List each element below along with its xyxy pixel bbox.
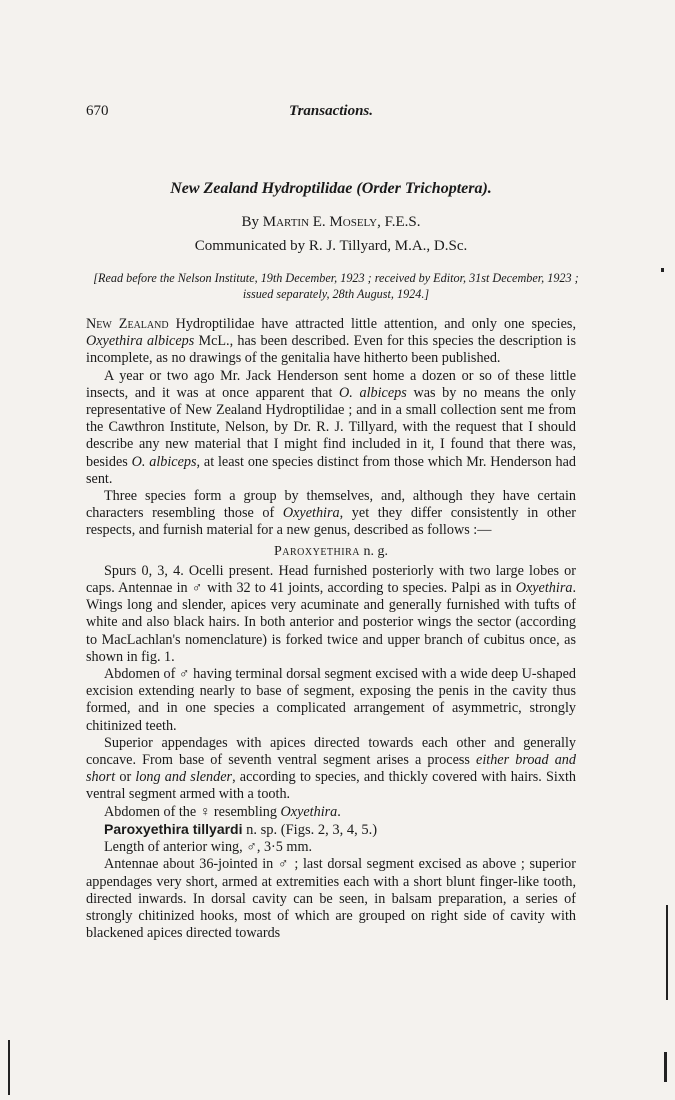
paragraph-2: A year or two ago Mr. Jack Henderson sent home a dozen or so of these little insects, and it was at once apparent that O. albiceps was by no means the only representative of New Zealand Hydroptilidae ; and in a small collection sent me from the Cawthron Institute, Nelson, by Dr. R. J. Tillyard, with the request that I should describe any new material that I might find included in it, I found that there was, besides O. albiceps, at least one species distinct from those which Mr. Henderson had sent. xyxy=(86,367,576,487)
scan-artifact xyxy=(666,905,668,1000)
article-body xyxy=(86,316,576,942)
paragraph-9: Antennae about 36-jointed in ♂ ; last dorsal segment excised as above ; superior appendages very short, armed at extremities each with a short blunt finger-like tooth, directed inwards. In dorsal cavity can be seen, in balsam preparation, a series of strongly chitinized hooks, most of which are grouped on right side of cavity with blackened apices directed towards xyxy=(86,856,576,942)
scan-artifact xyxy=(661,268,664,272)
author-name: Martin E. Mosely xyxy=(262,214,378,230)
running-title: Transactions. xyxy=(288,103,374,119)
author-line xyxy=(86,214,576,231)
paragraph-3: Three species form a group by themselves, and, although they have certain characters resembling those of Oxyethira, yet they differ consistently in other respects, and furnish material for a new genus, described as follows :— xyxy=(86,488,576,539)
scan-artifact xyxy=(8,1040,10,1095)
scan-artifact xyxy=(664,1052,667,1082)
genus-heading: Paroxyethira n. g. xyxy=(273,543,388,559)
communicated-by: Communicated by R. J. Tillyard, M.A., D.Sc. xyxy=(194,238,468,254)
author-prefix: By xyxy=(241,214,259,230)
page-header xyxy=(86,103,576,125)
paragraph-4: Spurs 0, 3, 4. Ocelli present. Head furnished posteriorly with two large lobes or caps. Antennae in ♂ with 32 to 41 joints, according to species. Palpi as in Oxyethira. Wings long and slender, apices very acuminate and generally furnished with tufts of white and also black hairs. In both anterior and posterior wings the sector (according to MacLachlan's nomenclature) is forked twice and upper branch of cubitus once, as shown in fig. 1. xyxy=(86,562,576,665)
paragraph-8: Length of anterior wing, ♂, 3·5 mm. xyxy=(104,839,313,856)
lead-words: New Zealand xyxy=(86,316,169,332)
page-number: 670 xyxy=(86,103,109,119)
read-before-note: [Read before the Nelson Institute, 19th December, 1923 ; received by Editor, 31st December, 1923 ; issued separately, 28th August, 1924.] xyxy=(93,271,579,301)
paragraph-5: Abdomen of ♂ having terminal dorsal segment excised with a wide deep U-shaped excision extending nearly to base of segment, exposing the penis in the cavity thus formed, and in one species a complicated arrangement of asymmetric, strongly chitinized teeth. xyxy=(86,666,576,734)
species-heading: Paroxyethira tillyardi n. sp. (Figs. 2, 3, 4, 5.) xyxy=(104,820,378,838)
author-suffix: , F.E.S. xyxy=(377,214,421,230)
paragraph-6: Superior appendages with apices directed towards each other and generally concave. From base of seventh ventral segment arises a process either broad and short or long and slender, according to species, and thickly covered with hairs. Sixth ventral segment armed with a tooth. xyxy=(86,734,576,803)
paragraph-7: Abdomen of the ♀ resembling Oxyethira. xyxy=(104,803,341,820)
article-title: New Zealand Hydroptilidae (Order Trichoptera). xyxy=(170,180,492,197)
paragraph-1: New Zealand Hydroptilidae have attracted little attention, and only one species, Oxyethira albiceps McL., has been described. Even for this species the description is incomplete, as no drawings of the genitalia have hitherto been published. xyxy=(86,316,576,367)
